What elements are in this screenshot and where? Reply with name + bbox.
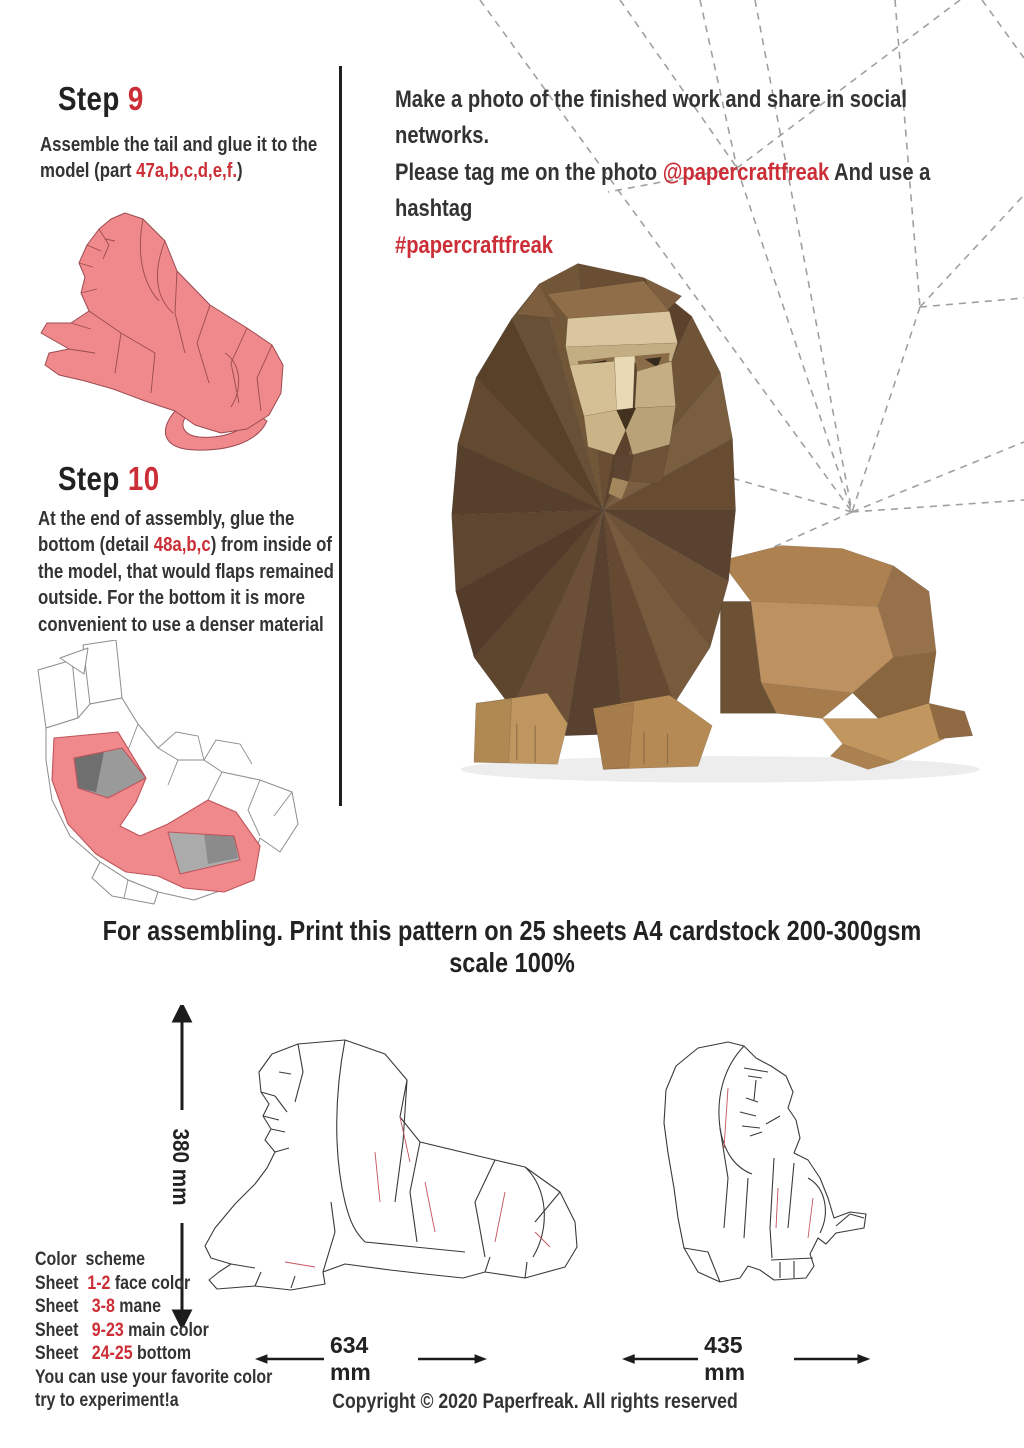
lion-3d-render <box>415 255 985 785</box>
step10-text-end: ) from inside of the model, that would flaps remained outside. For the bottom it is more convenient to use a denser material <box>38 534 339 636</box>
step9-part-numbers: 47a,b,c,d,e,f. <box>136 160 237 183</box>
social-line2-text: Please tag me on the photo <box>395 158 663 186</box>
step9-title <box>58 80 144 118</box>
height-dimension-label: 380 mm <box>168 1128 194 1206</box>
pattern-front-view-wireframe <box>628 1028 938 1313</box>
column-divider <box>339 66 342 806</box>
right-arrow-icon <box>794 1353 870 1365</box>
step9-title-number: 9 <box>127 80 144 117</box>
instagram-handle: @papercraftfreak <box>662 158 830 186</box>
hashtag: #papercraftfreak <box>395 231 554 259</box>
sheet-range: 3-8 <box>91 1296 115 1318</box>
social-line1: Make a photo of the finished work and share in social networks. <box>395 86 913 150</box>
print-instructions: For assembling. Print this pattern on 25 sheets A4 cardstock 200-300gsm scale 100% <box>102 915 922 978</box>
step10-bottom-detail-illustration <box>8 640 300 908</box>
color-scheme-title: Color scheme <box>35 1249 145 1270</box>
step9-instructions <box>40 132 330 185</box>
color-scheme-row: Sheet 1-2 face color <box>35 1272 191 1294</box>
color-scheme-note1: You can use your favorite color <box>35 1366 273 1388</box>
front-width-label: 435 mm <box>704 1332 746 1385</box>
color-scheme-note2: try to experiment!a <box>35 1390 179 1412</box>
social-line2-end: And use a hashtag <box>395 158 936 223</box>
color-scheme-row: Sheet 24-25 bottom <box>35 1343 192 1365</box>
step9-tail-model-illustration <box>25 193 295 458</box>
step10-instructions <box>38 506 342 638</box>
sheet-range: 24-25 <box>91 1343 133 1365</box>
step10-title <box>58 460 160 498</box>
side-width-label: 634 mm <box>329 1332 371 1385</box>
right-arrow-icon <box>418 1353 487 1365</box>
front-width-dimension <box>622 1332 870 1386</box>
step10-text: At the end of assembly, glue the bottom (detail <box>38 508 300 557</box>
color-scheme-row: Sheet 3-8 mane <box>35 1296 161 1318</box>
step9-text-end: ) <box>236 160 243 183</box>
sheet-range: 9-23 <box>91 1319 124 1341</box>
step10-title-label: Step <box>58 460 120 497</box>
color-scheme-row: Sheet 9-23 main color <box>35 1319 209 1341</box>
copyright-notice: Copyright © 2020 Paperfreak. All rights reserved <box>332 1390 738 1413</box>
step10-title-number: 10 <box>127 460 160 497</box>
step9-title-label: Step <box>58 80 120 117</box>
sheet-range: 1-2 <box>87 1272 111 1294</box>
social-share-note <box>395 82 1000 264</box>
left-arrow-icon <box>622 1353 698 1365</box>
color-scheme-legend <box>35 1248 321 1413</box>
step9-text: Assemble the tail and glue it to the model (part <box>40 134 322 183</box>
step10-part-numbers: 48a,b,c <box>153 534 211 557</box>
